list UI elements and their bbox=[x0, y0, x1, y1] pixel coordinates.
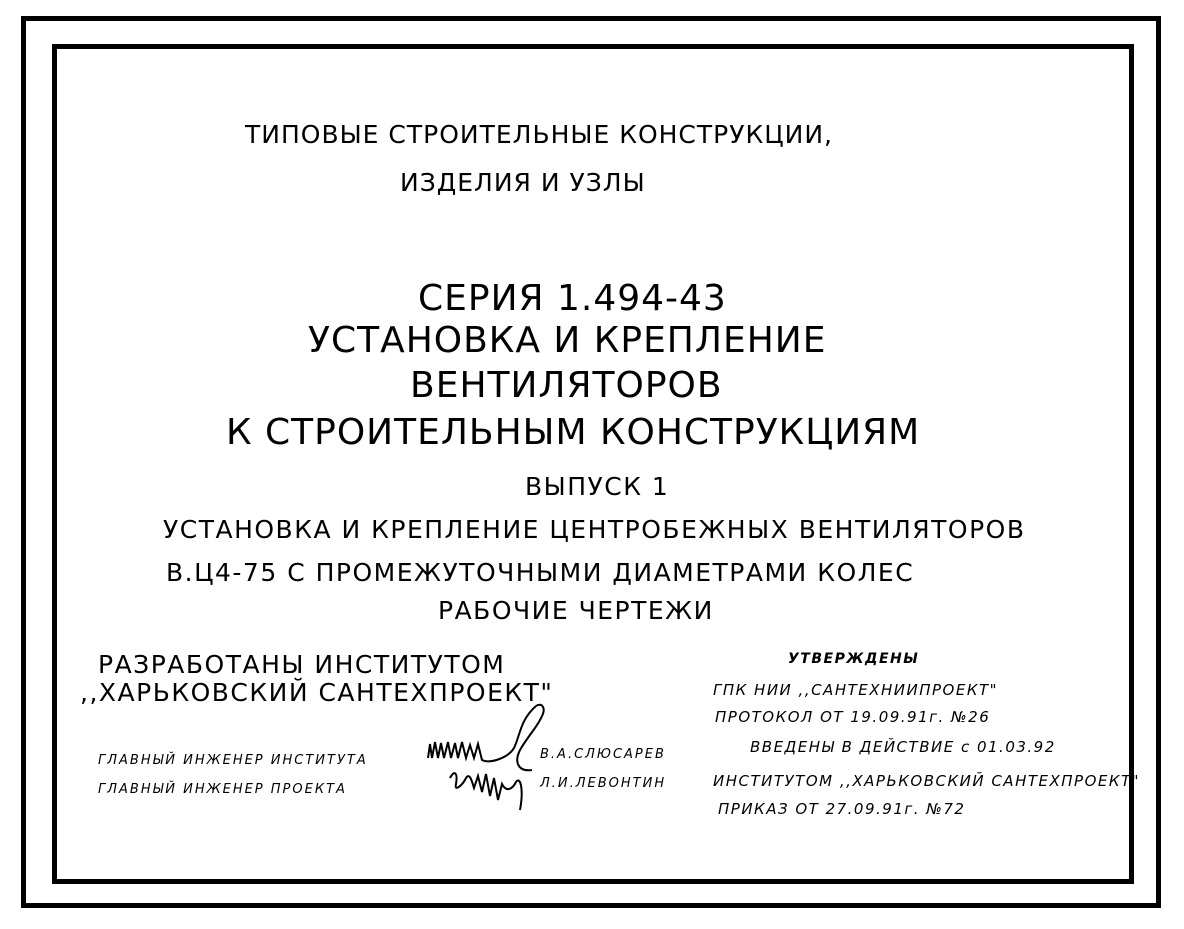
title-line-1: УСТАНОВКА И КРЕПЛЕНИЕ bbox=[308, 320, 827, 361]
approval-protocol: ПРОТОКОЛ ОТ 19.09.91г. №26 bbox=[715, 708, 991, 726]
approval-title: УТВЕРЖДЕНЫ bbox=[788, 651, 920, 667]
approval-order: ПРИКАЗ ОТ 27.09.91г. №72 bbox=[718, 800, 966, 818]
handwritten-signatures bbox=[420, 700, 550, 820]
chief-project-role: ГЛАВНЫЙ ИНЖЕНЕР ПРОЕКТА bbox=[98, 782, 347, 797]
approval-institute: ИНСТИТУТОМ ,,ХАРЬКОВСКИЙ САНТЕХПРОЕКТ" bbox=[713, 772, 1141, 790]
issue-desc-3: РАБОЧИЕ ЧЕРТЕЖИ bbox=[438, 596, 714, 625]
issue-desc-2: В.Ц4-75 С ПРОМЕЖУТОЧНЫМИ ДИАМЕТРАМИ КОЛЕС bbox=[166, 558, 915, 587]
developer-line-2: ,,ХАРЬКОВСКИЙ САНТЕХПРОЕКТ" bbox=[80, 678, 554, 707]
header-line-2: ИЗДЕЛИЯ И УЗЛЫ bbox=[400, 168, 646, 197]
chief-institute-role: ГЛАВНЫЙ ИНЖЕНЕР ИНСТИТУТА bbox=[98, 753, 368, 768]
developer-line-1: РАЗРАБОТАНЫ ИНСТИТУТОМ bbox=[98, 650, 506, 679]
series-title: СЕРИЯ 1.494-43 bbox=[418, 278, 727, 319]
approval-enacted: ВВЕДЕНЫ В ДЕЙСТВИЕ с 01.03.92 bbox=[750, 738, 1056, 756]
issue-label: ВЫПУСК 1 bbox=[525, 472, 670, 501]
title-line-3: К СТРОИТЕЛЬНЫМ КОНСТРУКЦИЯМ bbox=[226, 412, 921, 453]
chief-project-name: Л.И.ЛЕВОНТИН bbox=[540, 776, 667, 791]
approval-by: ГПК НИИ ,,САНТЕХНИИПРОЕКТ" bbox=[713, 681, 999, 699]
header-line-1: ТИПОВЫЕ СТРОИТЕЛЬНЫЕ КОНСТРУКЦИИ, bbox=[245, 120, 833, 149]
issue-desc-1: УСТАНОВКА И КРЕПЛЕНИЕ ЦЕНТРОБЕЖНЫХ ВЕНТИЛЯТОРОВ bbox=[163, 515, 1026, 544]
chief-institute-name: В.А.СЛЮСАРЕВ bbox=[540, 747, 666, 762]
title-line-2: ВЕНТИЛЯТОРОВ bbox=[410, 365, 723, 406]
